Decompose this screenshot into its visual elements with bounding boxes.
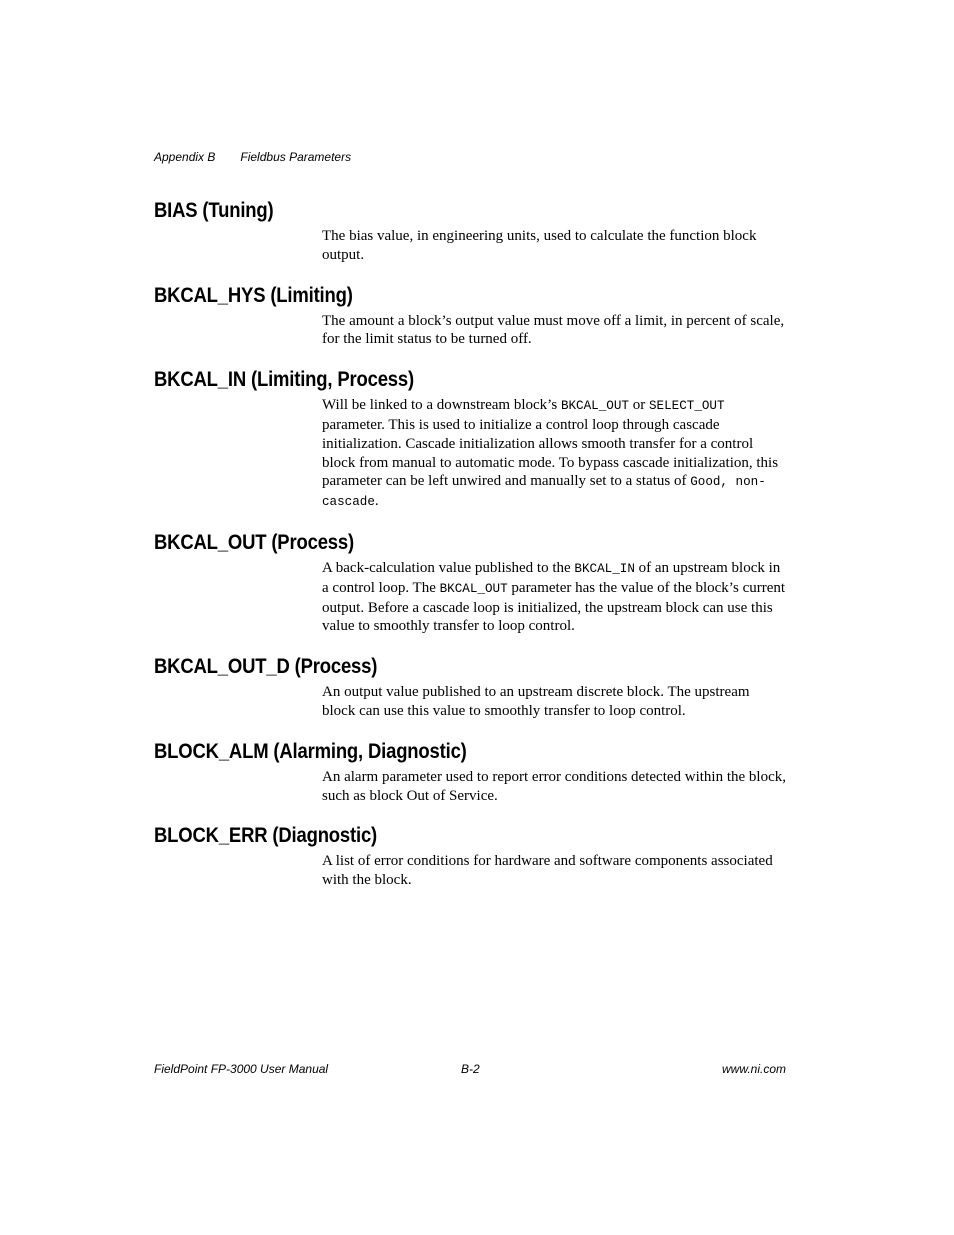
description-text: An alarm parameter used to report error conditions detected within the block, such as block Out of Service. bbox=[322, 768, 787, 804]
running-header bbox=[154, 150, 351, 164]
parameter-section bbox=[154, 820, 786, 890]
parameter-heading: BKCAL_HYS (Limiting) bbox=[154, 283, 353, 307]
description-text: of an upstream block in a control loop. The bbox=[322, 559, 781, 596]
description-text: parameter. This is used to initialize a control loop through cascade initialization. Cascade initialization allows smooth transfer for a control block from manual to automatic mode. To bypass cascade initialization, this parameter can be left unwired and manually set to a status of bbox=[322, 416, 779, 490]
parameter-section bbox=[154, 651, 786, 721]
parameter-heading: BKCAL_IN (Limiting, Process) bbox=[154, 368, 414, 392]
description-text: An output value published to an upstream discrete block. The upstream block can use this value to smoothly transfer to loop control. bbox=[322, 684, 750, 719]
parameter-description bbox=[322, 852, 786, 890]
parameter-section bbox=[154, 736, 786, 806]
parameter-heading: BKCAL_OUT (Process) bbox=[154, 530, 354, 554]
description-text: or bbox=[628, 397, 649, 414]
parameter-description bbox=[322, 312, 786, 350]
description-text: A list of error conditions for hardware and software components associated with the block. bbox=[322, 853, 773, 889]
footer-url: www.ni.com bbox=[721, 1062, 786, 1076]
footer-manual-title: FieldPoint FP-3000 User Manual bbox=[154, 1062, 329, 1076]
parameter-description bbox=[322, 396, 786, 512]
chapter-title: Fieldbus Parameters bbox=[240, 150, 352, 164]
parameter-heading: BKCAL_OUT_D (Process) bbox=[154, 655, 378, 679]
parameter-description bbox=[322, 559, 786, 636]
parameter-list bbox=[154, 195, 786, 905]
parameter-section bbox=[154, 195, 786, 265]
parameter-reference: SELECT_OUT bbox=[648, 399, 725, 414]
description-text: The amount a block’s output value must move off a limit, in percent of scale, for the limit status to be turned off. bbox=[322, 312, 785, 348]
parameter-reference: BKCAL_IN bbox=[574, 561, 635, 576]
description-text: Will be linked to a downstream block’s bbox=[322, 397, 561, 414]
parameter-section bbox=[154, 364, 786, 512]
parameter-heading: BLOCK_ALM (Alarming, Diagnostic) bbox=[154, 739, 467, 763]
parameter-reference: BKCAL_OUT bbox=[439, 581, 508, 596]
parameter-heading: BIAS (Tuning) bbox=[154, 199, 274, 222]
parameter-reference: BKCAL_OUT bbox=[560, 399, 629, 414]
parameter-section bbox=[154, 280, 786, 350]
parameter-heading: BLOCK_ERR (Diagnostic) bbox=[154, 824, 378, 848]
footer-page-number: B-2 bbox=[461, 1062, 480, 1076]
parameter-description bbox=[322, 768, 786, 806]
appendix-label: Appendix B bbox=[154, 150, 216, 164]
parameter-reference: Good, non-cascade bbox=[322, 475, 766, 510]
description-text: . bbox=[374, 493, 379, 510]
parameter-description bbox=[322, 683, 786, 721]
parameter-section bbox=[154, 527, 786, 636]
description-text: The bias value, in engineering units, used to calculate the function block output. bbox=[322, 228, 757, 263]
description-text: A back-calculation value published to the bbox=[322, 559, 575, 576]
parameter-description bbox=[322, 227, 786, 265]
description-text: parameter has the value of the block’s current output. Before a cascade loop is initialized, the upstream block can use this value to smoothly transfer to loop control. bbox=[322, 579, 786, 635]
